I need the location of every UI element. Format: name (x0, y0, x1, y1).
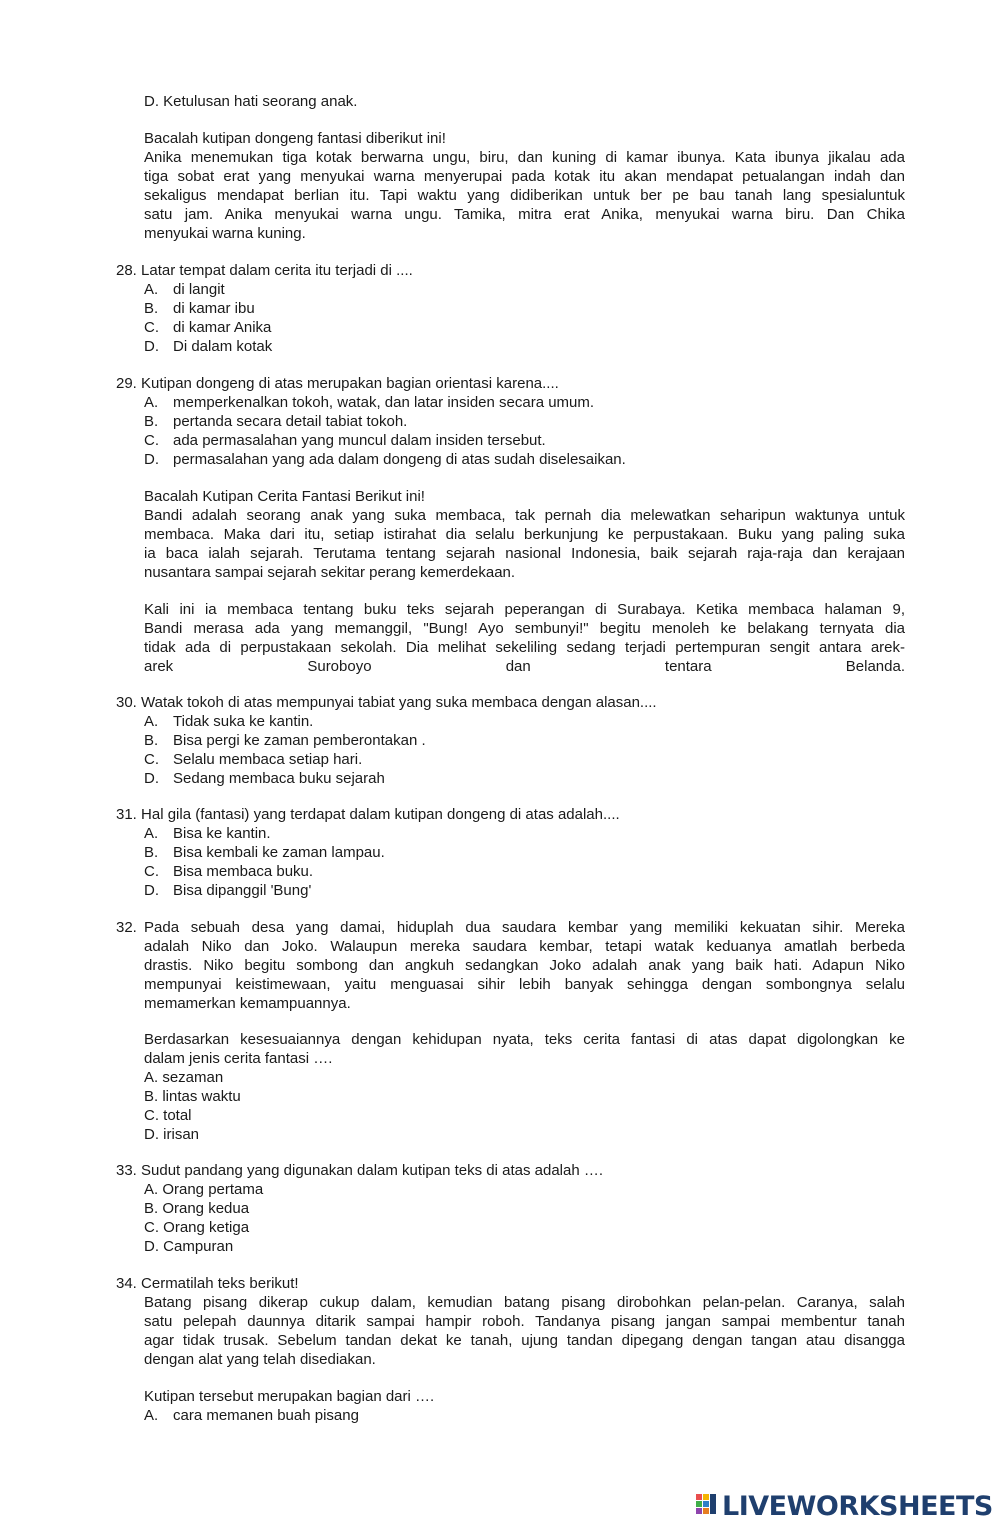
answer-option[interactable] (144, 882, 311, 900)
option-text: Bisa membaca buku. (173, 863, 314, 880)
answer-option[interactable] (144, 1407, 359, 1425)
question-33: 33. Sudut pandang yang digunakan dalam kutipan teks di atas adalah …. (116, 1162, 604, 1179)
option-label: C. (144, 432, 159, 449)
answer-option[interactable] (144, 751, 362, 769)
option-text: cara memanen buah pisang (173, 1407, 359, 1424)
passage1-line: menyukai warna kuning. (144, 225, 306, 242)
passage1-intro: Bacalah kutipan dongeng fantasi diberikut ini! (144, 130, 446, 147)
answer-option[interactable]: B. lintas waktu (144, 1088, 241, 1105)
option-label: D. (144, 451, 159, 468)
answer-option[interactable] (144, 319, 271, 337)
question-34-prompt: Kutipan tersebut merupakan bagian dari …. (144, 1388, 435, 1405)
passage2-line: nusantara sampai sejarah sekitar perang kemerdekaan. (144, 564, 516, 581)
option-label: B. (144, 413, 159, 430)
option-text: Selalu membaca setiap hari. (173, 751, 363, 768)
option-label: A. (144, 281, 159, 298)
option-text: memperkenalkan tokoh, watak, dan latar insiden secara umum. (173, 394, 595, 411)
answer-option[interactable] (144, 451, 626, 469)
question-34: 34. Cermatilah teks berikut! (116, 1275, 299, 1292)
option-label: B. (144, 844, 159, 861)
option-text: Bisa ke kantin. (173, 825, 271, 842)
question-28: 28. Latar tempat dalam cerita itu terjadi di .... (116, 262, 413, 279)
passage2-line: Kali ini ia membaca tentang buku teks sejarah peperangan di Surabaya. Ketika membaca halaman 9, (144, 601, 905, 618)
question-32-passage: mempunyai keistimewaan, yaitu menguasai sihir lebih banyak sehingga dengan sombongnya selalu (144, 976, 905, 993)
option-label: A. (144, 1407, 159, 1424)
answer-option[interactable]: C. total (144, 1107, 192, 1124)
option-text: Sedang membaca buku sejarah (173, 770, 385, 787)
question-29: 29. Kutipan dongeng di atas merupakan bagian orientasi karena.... (116, 375, 559, 392)
passage1-line: Anika menemukan tiga kotak berwarna ungu, biru, dan kuning di kamar ibunya. Kata ibunya jikalau ada (144, 149, 905, 166)
liveworksheets-logo (696, 1490, 993, 1522)
logo-text: LIVEWORKSHEETS (722, 1490, 993, 1522)
question-34-passage: satu pelepah daunnya ditarik sampai hampir roboh. Tandanya pisang jangan sampai membentur tanah (144, 1313, 905, 1330)
option-text: pertanda secara detail tabiat tokoh. (173, 413, 408, 430)
question-32-passage: memamerkan kemampuannya. (144, 995, 351, 1012)
answer-option[interactable]: D. irisan (144, 1126, 200, 1143)
option-label: B. (144, 732, 159, 749)
passage2-line: Bandi adalah seorang anak yang suka membaca, tak pernah dia melewatkan seharipun waktunya untuk (144, 507, 905, 524)
question-32-passage: Pada sebuah desa yang damai, hiduplah dua saudara kembar yang memiliki kekuatan sihir. Mereka (144, 919, 905, 936)
option-text: Bisa kembali ke zaman lampau. (173, 844, 385, 861)
option-text: Di dalam kotak (173, 338, 273, 355)
answer-option[interactable] (144, 770, 385, 788)
passage2-line: arek Suroboyo dan tentara Belanda. (144, 658, 905, 675)
answer-option[interactable] (144, 338, 272, 356)
answer-option[interactable]: B. Orang kedua (144, 1200, 250, 1217)
question-32-passage: adalah Niko dan Joko. Walaupun mereka saudara kembar, tetapi watak keduanya amatlah berbeda (144, 938, 905, 955)
option-text: Tidak suka ke kantin. (173, 713, 314, 730)
option-label: A. (144, 713, 159, 730)
option-label: D. (144, 770, 159, 787)
question-32-prompt: dalam jenis cerita fantasi …. (144, 1050, 333, 1067)
passage2-line: ia baca ialah sejarah. Terutama tentang sejarah nasional Indonesia, baik sejarah raja-raja dan kerajaan (144, 545, 905, 562)
option-text: Bisa dipanggil 'Bung' (173, 882, 312, 899)
option-text: ada permasalahan yang muncul dalam insiden tersebut. (173, 432, 546, 449)
passage1-line: tiga sobat erat yang menyukai warna menyerupai pada kotak itu akan mendapat petualangan indah dan (144, 168, 905, 185)
option-text: di kamar ibu (173, 300, 255, 317)
passage2-intro: Bacalah Kutipan Cerita Fantasi Berikut ini! (144, 488, 425, 505)
option-label: A. (144, 825, 159, 842)
answer-option[interactable] (144, 732, 426, 750)
question-34-passage: agar tidak trusak. Sebelum tandan dekat ke tanah, ujung tandan dipegang dengan tangan atau disangga (144, 1332, 905, 1349)
answer-option[interactable] (144, 281, 225, 299)
option-label: D. (144, 882, 159, 899)
option-label: A. (144, 394, 159, 411)
passage2-line: Bandi merasa ada yang memanggil, "Bung! Ayo sembunyi!" begitu menoleh ke belakang ternyata dia (144, 620, 905, 637)
question-34-passage: dengan alat yang telah disediakan. (144, 1351, 376, 1368)
question-31: 31. Hal gila (fantasi) yang terdapat dalam kutipan dongeng di atas adalah.... (116, 806, 620, 823)
answer-option[interactable] (144, 844, 385, 862)
option-text: di langit (173, 281, 225, 298)
question-32-prompt: Berdasarkan kesesuaiannya dengan kehidupan nyata, teks cerita fantasi di atas dapat digolongkan ke (144, 1031, 905, 1048)
answer-option[interactable] (144, 413, 407, 431)
answer-option[interactable] (144, 432, 546, 450)
answer-option[interactable] (144, 300, 255, 318)
answer-option[interactable] (144, 825, 271, 843)
option-label: C. (144, 751, 159, 768)
passage2-line: tidak ada di perpustakaan sekolah. Dia melihat sekeliling sedang terjadi pertempuran sengit antara arek- (144, 639, 905, 656)
answer-option[interactable] (144, 713, 313, 731)
question-30: 30. Watak tokoh di atas mempunyai tabiat yang suka membaca dengan alasan.... (116, 694, 657, 711)
option-label: B. (144, 300, 159, 317)
answer-option[interactable]: A. Orang pertama (144, 1181, 264, 1198)
option-label: C. (144, 319, 159, 336)
answer-option[interactable] (144, 863, 313, 881)
question-32-number: 32. (116, 919, 137, 936)
passage2-line: membaca. Maka dari itu, setiap istirahat dia selalu berkunjung ke perpustakaan. Buku yang paling suka (144, 526, 905, 543)
liveworksheets-logo-icon (696, 1492, 718, 1520)
option-text: permasalahan yang ada dalam dongeng di atas sudah diselesaikan. (173, 451, 626, 468)
passage1-line: sekaligus mendapat berlian itu. Tapi waktu yang didiberikan untuk ber pe bau tanah lang spesialuntuk (144, 187, 905, 204)
option-label: C. (144, 863, 159, 880)
passage1-line: satu jam. Anika menyukai warna ungu. Tamika, mitra erat Anika, menyukai warna biru. Dan Chika (144, 206, 905, 223)
answer-option[interactable]: D. Campuran (144, 1238, 234, 1255)
answer-option[interactable] (144, 394, 594, 412)
answer-option[interactable]: A. sezaman (144, 1069, 224, 1086)
answer-option[interactable]: C. Orang ketiga (144, 1219, 250, 1236)
question-32-passage: drastis. Niko begitu sombong dan angkuh sedangkan Joko adalah anak yang baik hati. Adapun Niko (144, 957, 905, 974)
option-label: D. (144, 338, 159, 355)
option-text: di kamar Anika (173, 319, 272, 336)
option-d-previous: D. Ketulusan hati seorang anak. (144, 93, 358, 110)
question-34-passage: Batang pisang dikerap cukup dalam, kemudian batang pisang dirobohkan pelan-pelan. Caranya, salah (144, 1294, 905, 1311)
option-text: Bisa pergi ke zaman pemberontakan . (173, 732, 426, 749)
